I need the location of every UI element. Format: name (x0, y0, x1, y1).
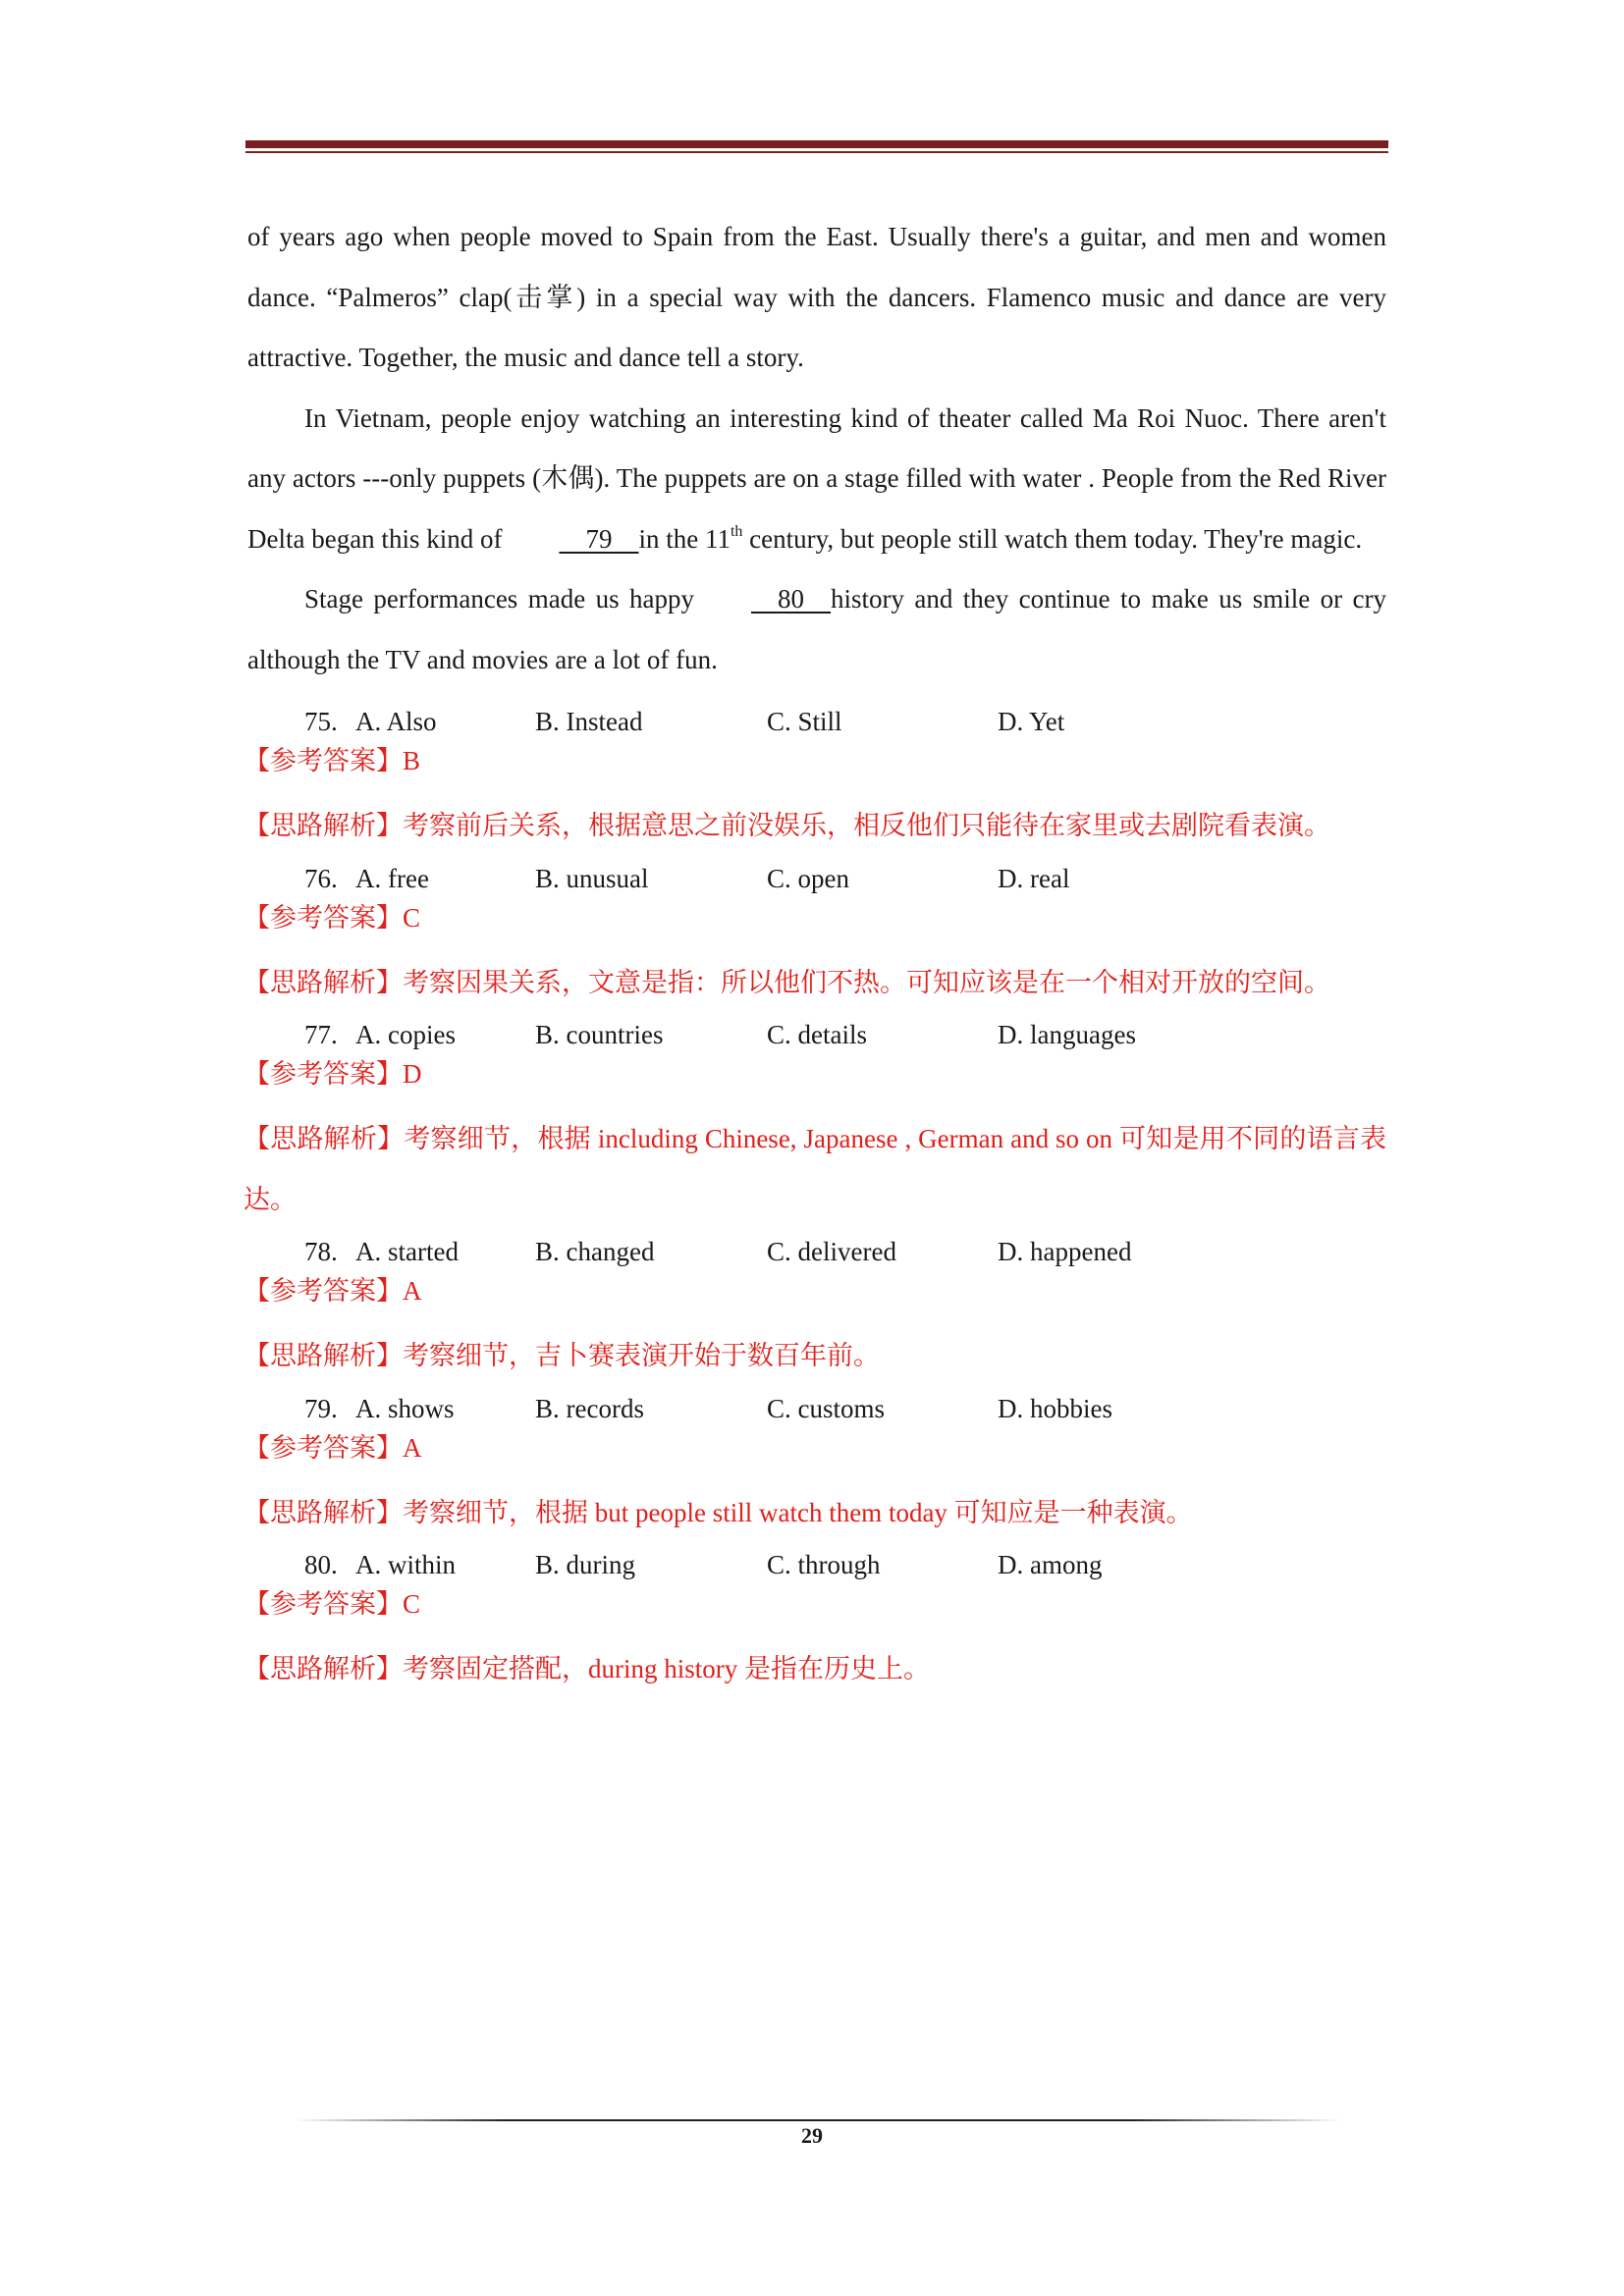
option-a: A. within (355, 1550, 457, 1579)
page-number: 29 (801, 2123, 823, 2148)
option-d: D. languages (998, 1020, 1136, 1049)
passage-paragraph-1: of years ago when people moved to Spain from the East. Usually there's a guitar, and men and women dance. “Palmeros” clap(击掌) in a special way with the dancers. Flamenco music and dance are very attractive. Together, the music and dance tell a story. (247, 222, 1386, 372)
option-b: B. Instead (535, 707, 643, 736)
option-b: B. during (535, 1550, 636, 1579)
question-78 (304, 1232, 1386, 1271)
question-number: 79. (304, 1393, 338, 1423)
passage-paragraph-2 (247, 389, 1386, 570)
page-content (244, 207, 1386, 1700)
analysis-77: 【思路解析】考察细节，根据 including Chinese, Japanese , German and so on 可知是用不同的语言表达。 (244, 1124, 1386, 1214)
option-d: D. real (998, 863, 1070, 893)
option-c: C. details (767, 1020, 867, 1049)
option-c: C. open (767, 863, 849, 893)
option-b: B. records (535, 1393, 644, 1423)
option-d: D. among (998, 1550, 1103, 1579)
answer-79: 【参考答案】A (244, 1432, 422, 1463)
option-a: A. copies (355, 1020, 456, 1049)
option-b: B. unusual (535, 863, 649, 893)
analysis-76: 【思路解析】考察因果关系，文意是指：所以他们不热。可知应该是在一个相对开放的空间。 (244, 967, 1330, 997)
question-80 (304, 1545, 1386, 1584)
option-c: C. through (767, 1550, 881, 1579)
option-d: D. Yet (998, 707, 1065, 736)
option-c: C. customs (767, 1393, 886, 1423)
header-rule-thick (245, 140, 1388, 148)
question-79 (304, 1389, 1386, 1428)
passage-text: history and they continue to make us smile or cry although the TV and movies are a lot of fun. (247, 584, 1386, 674)
passage-text: In Vietnam, people enjoy watching an interesting kind of theater called Ma Roi Nuoc. There aren't any actors ---only puppets (木偶). The puppets are on a stage filled with water . People from the Red River Delta began this kind of (247, 402, 1386, 554)
answer-80: 【参考答案】C (244, 1589, 421, 1619)
passage-paragraph-3 (247, 569, 1386, 690)
answer-78: 【参考答案】A (244, 1276, 422, 1306)
passage-text: in the 11 (638, 523, 731, 554)
passage-text: Stage performances made us happy (304, 584, 694, 614)
analysis-80: 【思路解析】考察固定搭配，during history 是指在历史上。 (244, 1654, 930, 1683)
blank-79: 79 (559, 523, 639, 554)
option-a: A. free (355, 863, 429, 893)
analysis-78: 【思路解析】考察细节，吉卜赛表演开始于数百年前。 (244, 1341, 880, 1370)
option-a: A. started (355, 1237, 459, 1266)
footer-rule (295, 2119, 1341, 2121)
blank-80: 80 (750, 584, 831, 614)
analysis-79: 【思路解析】考察细节，根据 but people still watch them today 可知应是一种表演。 (244, 1497, 1193, 1527)
question-77 (304, 1015, 1386, 1054)
question-75 (304, 702, 1386, 741)
question-number: 78. (304, 1237, 338, 1266)
option-b: B. changed (535, 1237, 655, 1266)
question-number: 77. (304, 1020, 338, 1049)
question-76 (304, 859, 1386, 898)
header-rule (245, 140, 1388, 153)
option-b: B. countries (535, 1020, 664, 1049)
answer-76: 【参考答案】C (244, 902, 421, 933)
superscript: th (730, 522, 743, 540)
option-c: C. Still (767, 707, 842, 736)
option-d: D. hobbies (998, 1393, 1112, 1423)
option-c: C. delivered (767, 1237, 896, 1266)
option-d: D. happened (998, 1237, 1132, 1266)
question-number: 75. (304, 707, 338, 736)
question-number: 80. (304, 1550, 338, 1579)
passage-text: century, but people still watch them today. They're magic. (742, 523, 1363, 554)
answer-75: 【参考答案】B (244, 746, 421, 775)
header-rule-thin (245, 151, 1388, 153)
analysis-75: 【思路解析】考察前后关系，根据意思之前没娱乐，相反他们只能待在家里或去剧院看表演。 (244, 811, 1330, 840)
option-a: A. Also (355, 707, 437, 736)
option-a: A. shows (355, 1393, 455, 1423)
answer-77: 【参考答案】D (244, 1059, 422, 1089)
question-number: 76. (304, 863, 338, 893)
